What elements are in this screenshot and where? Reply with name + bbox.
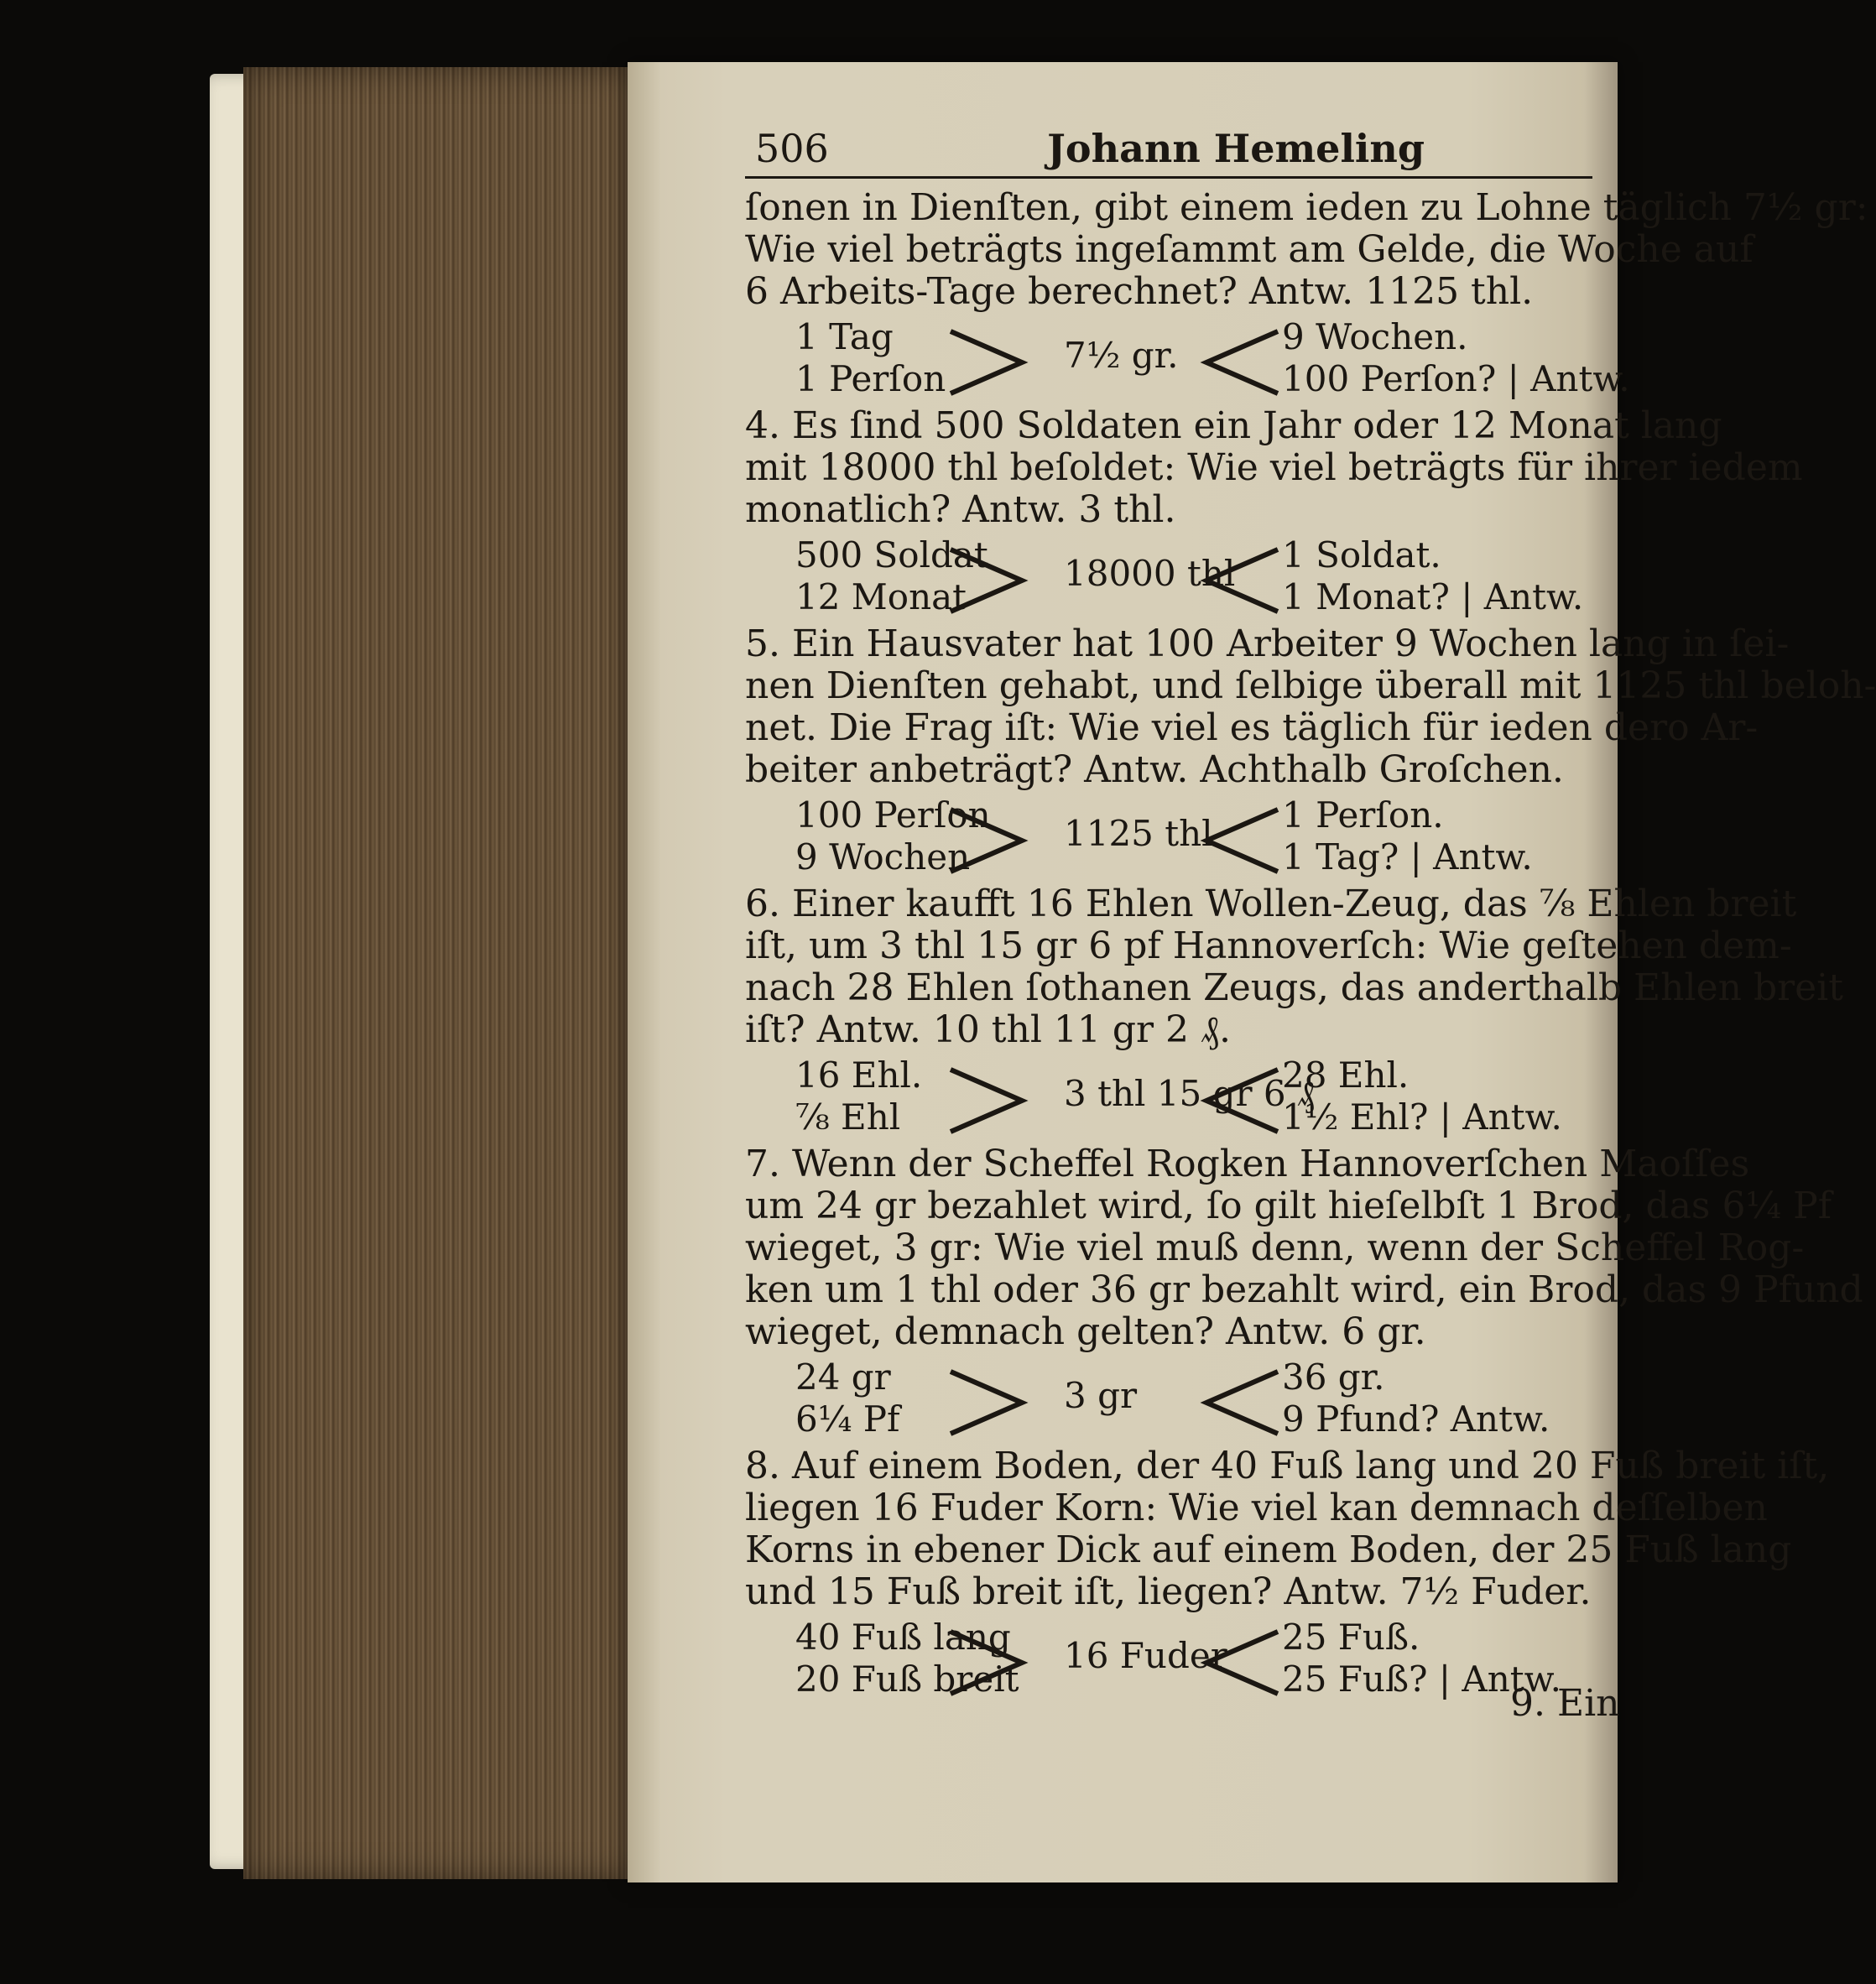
scheme-bottom-right: 100 Perſon? | Antw.: [1282, 358, 1630, 399]
scheme-bottom-left: 1 Perſon: [795, 358, 946, 399]
proportion-scheme: [745, 1357, 1592, 1444]
text-line: iſt, um 3 thl 15 gr 6 pf Hannoverſch: Wie geſtehen dem-: [745, 924, 1792, 967]
diverging-arrow-icon: [1198, 1063, 1282, 1138]
text-line: 7. Wenn der Scheffel Rogken Hannoverſchen Maoſſes: [745, 1143, 1750, 1185]
proportion-scheme: [745, 794, 1592, 882]
scheme-bottom-left: ⅞ Ehl: [795, 1096, 901, 1138]
diverging-arrow-icon: [1198, 1625, 1282, 1700]
scheme-top-right: 1 Soldat.: [1282, 534, 1441, 575]
scheme-bottom-right: 1 Tag? | Antw.: [1282, 836, 1533, 877]
scheme-bottom-right: 9 Pfund? Antw.: [1282, 1398, 1550, 1440]
converging-arrow-icon: [946, 1063, 1030, 1138]
text-line: und 15 Fuß breit iſt, liegen? Antw. 7½ Fuder.: [745, 1570, 1592, 1613]
page-block-edge: [243, 67, 638, 1879]
scheme-top-right: 9 Wochen.: [1282, 316, 1468, 357]
diverging-arrow-icon: [1198, 543, 1282, 618]
page-number: 506: [755, 126, 829, 171]
text-line: Korns in ebener Dick auf einem Boden, der 25 Fuß lang: [745, 1528, 1792, 1571]
running-title: Johann Hemeling: [1047, 126, 1425, 171]
scheme-top-left: 24 gr: [795, 1357, 891, 1398]
scheme-middle: 18000 thl: [1064, 553, 1236, 594]
scheme-top-right: 1 Perſon.: [1282, 794, 1444, 836]
scheme-middle: 3 thl 15 gr 6 ₰: [1064, 1073, 1315, 1114]
scheme-middle: 1125 thl: [1064, 813, 1213, 854]
scheme-bottom-left: 6¼ Pf: [795, 1398, 900, 1440]
text-line: beiter anbeträgt? Antw. Achthalb Groſchen.: [745, 748, 1564, 791]
text-line: mit 18000 thl beſoldet: Wie viel beträgts für ihrer iedem: [745, 446, 1803, 489]
converging-arrow-icon: [946, 1365, 1030, 1440]
text-line: iſt? Antw. 10 thl 11 gr 2 ₰.: [745, 1008, 1232, 1051]
scheme-bottom-right: 1½ Ehl? | Antw.: [1282, 1096, 1562, 1138]
proportion-scheme: [745, 534, 1592, 622]
text-line: nach 28 Ehlen ſothanen Zeugs, das anderthalb Ehlen breit: [745, 966, 1843, 1009]
converging-arrow-icon: [946, 803, 1030, 878]
scheme-bottom-left: 12 Monat: [795, 576, 967, 617]
scheme-top-left: 100 Perſon: [795, 794, 991, 836]
scheme-top-left: 16 Ehl.: [795, 1054, 923, 1096]
diverging-arrow-icon: [1198, 803, 1282, 878]
text-line: 4. Es ſind 500 Soldaten ein Jahr oder 12 Monat lang: [745, 404, 1722, 447]
text-line: um 24 gr bezahlet wird, ſo gilt hieſelbſt 1 Brod, das 6¼ Pf: [745, 1185, 1832, 1227]
text-line: 8. Auf einem Boden, der 40 Fuß lang und 20 Fuß breit iſt,: [745, 1445, 1830, 1487]
text-line: net. Die Frag iſt: Wie viel es täglich für ieden dero Ar-: [745, 706, 1759, 749]
text-line: ken um 1 thl oder 36 gr bezahlt wird, ein Brod, das 9 Pfund: [745, 1268, 1863, 1311]
diverging-arrow-icon: [1198, 1365, 1282, 1440]
scheme-bottom-left: 9 Wochen: [795, 836, 971, 877]
scheme-bottom-right: 1 Monat? | Antw.: [1282, 576, 1584, 617]
catchword: 9. Ein: [1510, 1682, 1620, 1725]
scheme-top-right: 28 Ehl.: [1282, 1054, 1410, 1096]
scheme-middle: 3 gr: [1064, 1375, 1138, 1416]
scheme-top-right: 36 gr.: [1282, 1357, 1385, 1398]
scheme-top-left: 1 Tag: [795, 316, 894, 357]
text-line: wieget, 3 gr: Wie viel muß denn, wenn der Scheffel Rog-: [745, 1226, 1805, 1269]
proportion-scheme: [745, 316, 1630, 404]
scheme-top-left: 500 Soldat: [795, 534, 988, 575]
converging-arrow-icon: [946, 1625, 1030, 1700]
proportion-scheme: [745, 1617, 1592, 1704]
text-line: wieget, demnach gelten? Antw. 6 gr.: [745, 1310, 1426, 1353]
running-header: [745, 126, 1592, 179]
converging-arrow-icon: [946, 543, 1030, 618]
scheme-middle: 7½ gr.: [1064, 335, 1179, 376]
scheme-top-left: 40 Fuß lang: [795, 1617, 1011, 1658]
diverging-arrow-icon: [1198, 325, 1282, 400]
text-line: liegen 16 Fuder Korn: Wie viel kan demnach deſſelben: [745, 1487, 1768, 1529]
proportion-scheme: [745, 1054, 1592, 1142]
text-line: 6. Einer kaufft 16 Ehlen Wollen-Zeug, das ⅞ Ehlen breit: [745, 883, 1797, 925]
text-line: Wie viel beträgts ingeſammt am Gelde, die Woche auf: [745, 228, 1754, 271]
scheme-bottom-left: 20 Fuß breit: [795, 1659, 1019, 1700]
text-line: 5. Ein Hausvater hat 100 Arbeiter 9 Wochen lang in ſei-: [745, 622, 1790, 665]
text-line: ſonen in Dienſten, gibt einem ieden zu Lohne täglich 7½ gr:: [745, 186, 1868, 229]
converging-arrow-icon: [946, 325, 1030, 400]
scheme-top-right: 25 Fuß.: [1282, 1617, 1420, 1658]
text-line: nen Dienſten gehabt, und ſelbige überall mit 1125 thl beloh-: [745, 664, 1876, 707]
scheme-middle: 16 Fuder: [1064, 1635, 1227, 1676]
text-line: 6 Arbeits-Tage berechnet? Antw. 1125 thl.: [745, 270, 1534, 313]
text-line: monatlich? Antw. 3 thl.: [745, 488, 1176, 531]
scheme-bottom-right: 25 Fuß? | Antw.: [1282, 1659, 1561, 1700]
